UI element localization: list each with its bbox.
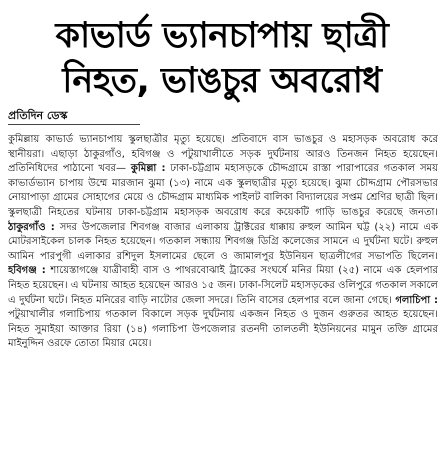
- dateline-comilla: কুমিল্লা :: [130, 163, 166, 175]
- headline: [6, 14, 438, 104]
- byline-underline: [8, 124, 140, 125]
- lead-text: কুমিল্লায় কাভার্ড ভ্যানচাপায় স্কুলছাত্রীর মৃত্যু হয়েছে। প্রতিবাদে বাস ভাঙচুর ও মহাসড়ক অবরোধ করে স্থানীয়রা। এছাড়া ঠাকুরগাঁও, হবিগঞ্জ ও পটুয়াখালীতে সড়ক দুর্ঘটনায় আরও তিনজন নিহত হয়েছেন। প্রতিনিধিদের পাঠানো খবর—: [8, 134, 438, 175]
- report-galachipa: পটুয়াখালীর গলাচিপায় গতকাল বিকালে সড়ক দুর্ঘটনায় একজন নিহত ও দুজন গুরুতর আহত হয়েছেন। নিহত সুমাইয়া আক্তার রিয়া (১৪) গলাচিপা উপজেলার রতনদী তালতলী ইউনিয়নের মামুন তক্তি গ্রামের মাইনুদ্দিন ওরফে তোতা মিয়ার মেয়ে।: [8, 309, 438, 350]
- previous-article-fragment: [8, 0, 440, 9]
- dateline-galachipa: গলাচিপা :: [395, 294, 438, 306]
- report-comilla: ঢাকা-চট্টগ্রাম মহাসড়কে চৌদ্দগ্রামে রাস্তা পারাপারের গতকাল সময় কাভার্ডভ্যান চাপায় উম্মে মারজান ঝুমা (১৩) নামে এক স্কুলছাত্রীর মৃত্যু হয়েছে। ঝুমা চৌদ্দগ্রাম পৌরসভার নোয়াপাড়া গ্রামের সোহাগের মেয়ে ও চৌদ্দগ্রাম মাধ্যমিক পাইলট বালিকা বিদ্যালয়ের সপ্তম শ্রেণির ছাত্রী ছিল। স্কুলছাত্রী নিহতের ঘটনায় ঢাকা-চট্টগ্রাম মহাসড়ক অবরোধ করে কয়েকটি গাড়ি ভাঙচুর করেছে জনতা।: [8, 163, 438, 218]
- dateline-thakurgaon: ঠাকুরগাঁও :: [8, 221, 55, 233]
- byline: প্রতিদিন ডেস্ক: [8, 109, 68, 122]
- dateline-habiganj: হবিগঞ্জ :: [8, 265, 46, 277]
- article-paragraph: [8, 133, 438, 352]
- headline-line-1: কাভার্ড ভ্যানচাপায় ছাত্রী: [55, 16, 389, 56]
- article-body: [8, 133, 438, 463]
- report-thakurgaon: সদর উপজেলার শিবগঞ্জ বাজার এলাকায় ট্রাক্টরের ধাক্কায় রুহুল আমিন ঘট্ট (২২) নামে এক মোটরসাইকেল চালক নিহত হয়েছেন। গতকাল সন্ধ্যায় শিবগঞ্জ ডিগ্রি কলেজের সামনে এ দুর্ঘটনা ঘটে। রুহুল আমিন পারপুগী এলাকার রশিদুল ইসলামের ছেলে ও জামালপুর ইউনিয়ন ছাত্রলীগের সভাপতি ছিলেন।: [8, 221, 438, 262]
- report-habiganj: শায়েস্তাগঞ্জে যাত্রীবাহী বাস ও পাথরবোঝাই ট্রাকের সংঘর্ষে মনির মিয়া (২৫) নামে এক হেলপার নিহত হয়েছেন। এ ঘটনায় আহত হয়েছেন আরও ১৫ জন। ঢাকা-সিলেট মহাসড়কের ওলিপুরে গতকাল সকালে এ দুর্ঘটনা ঘটে। নিহত মনিরের বাড়ি নাটোর জেলা সদরে। তিনি বাসের হেলপার বলে জানা গেছে।: [8, 265, 438, 306]
- headline-line-2: নিহত, ভাঙচুর অবরোধ: [62, 61, 382, 101]
